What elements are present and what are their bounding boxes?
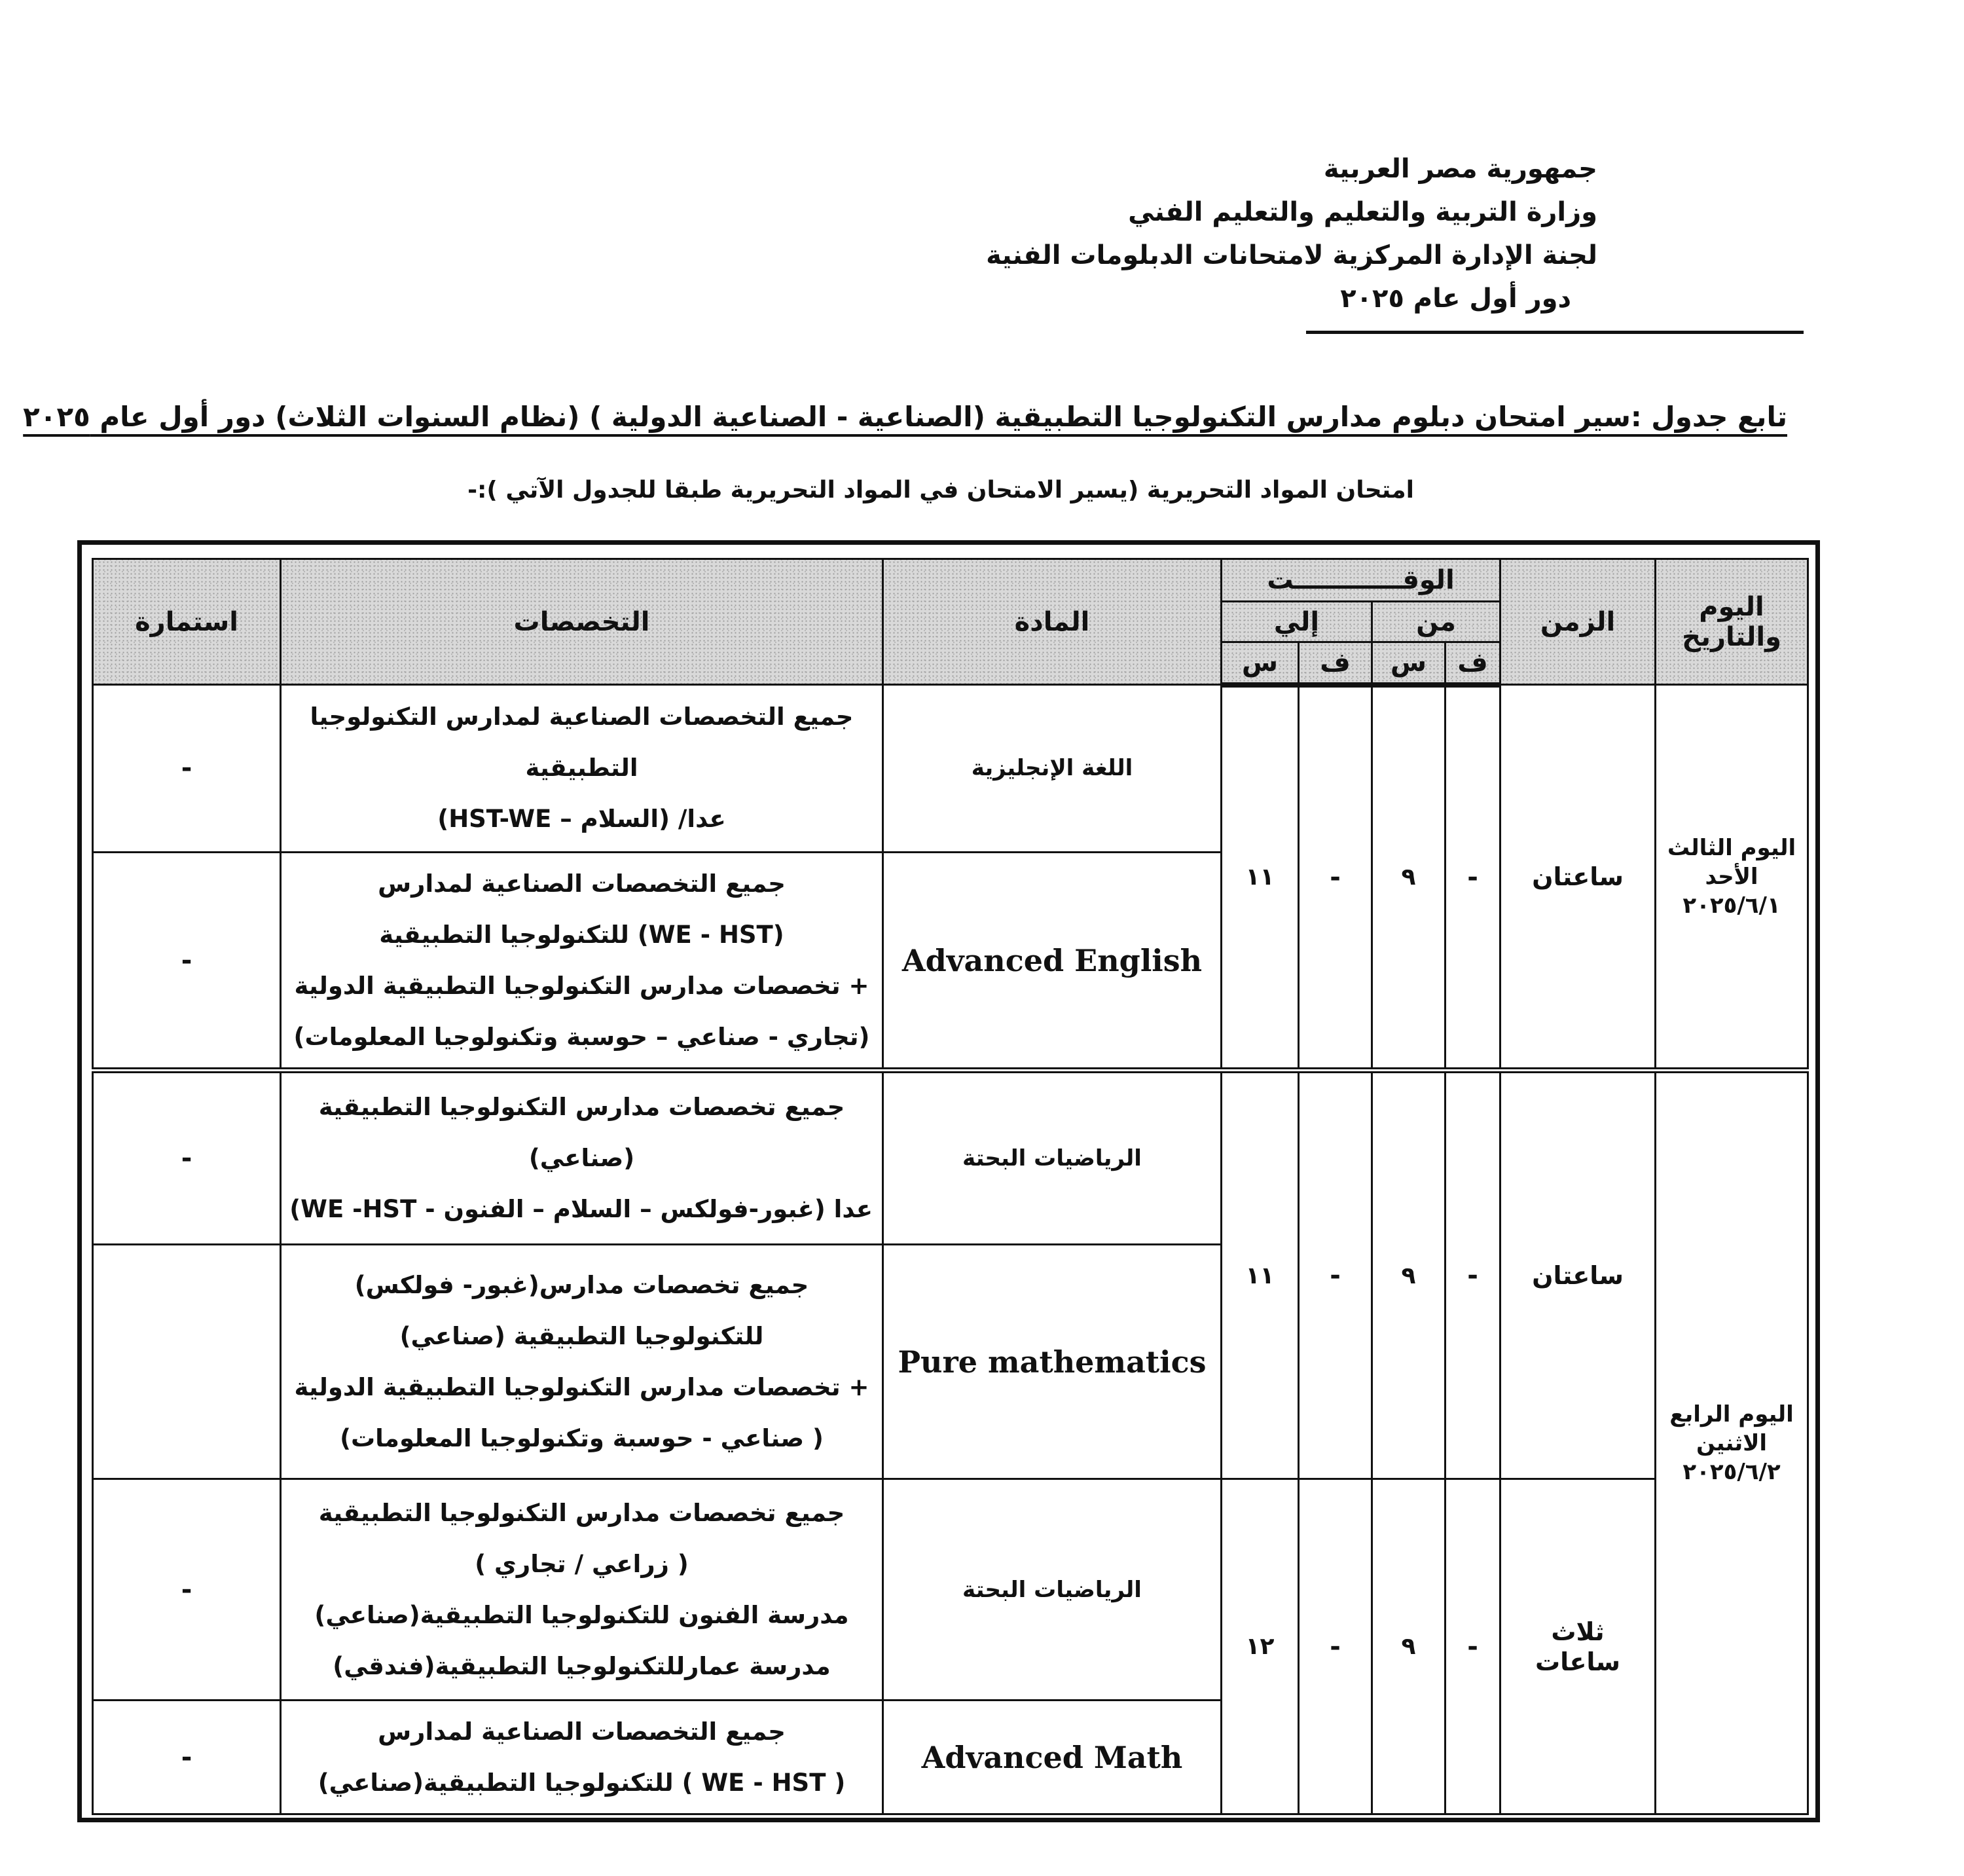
specializations-cell: جميع تخصصات مدارس التكنولوجيا التطبيقية ( زراعي / تجاري ) مدرسة الفنون للتكنولوجيا التطبيقية(صناعي) مدرسة عمارللتكنولوجيا التطبيقية(فندقي) [281, 1479, 883, 1701]
from-minute-cell: - [1446, 1479, 1500, 1814]
table-row [93, 1071, 1808, 1245]
day-cell: اليوم الرابع الاثنين ٢٠٢٥/٦/٢ [1656, 1071, 1808, 1814]
col-day: اليوم والتاريخ [1656, 559, 1808, 685]
col-to-hour: س [1222, 642, 1299, 685]
from-hour-cell: ٩ [1372, 685, 1446, 1071]
subject-cell: Advanced English [883, 852, 1222, 1071]
to-hour-cell: ١٢ [1222, 1479, 1299, 1814]
specializations-cell: جميع التخصصات الصناعية لمدارس (WE - HST) للتكنولوجيا التطبيقية + تخصصات مدارس التكنولوجيا التطبيقية الدولية (تجاري - صناعي – حوسبة وتكنولوجيا المعلومات) [281, 852, 883, 1071]
table-row [93, 1479, 1808, 1701]
to-minute-cell: - [1299, 685, 1372, 1071]
col-duration: الزمن [1500, 559, 1656, 685]
from-hour-cell: ٩ [1372, 1071, 1446, 1479]
form-cell: - [93, 685, 281, 853]
duration-cell: ثلاث ساعات [1500, 1479, 1656, 1814]
header-ministry: وزارة التربية والتعليم والتعليم الفني [1128, 197, 1597, 227]
form-cell: - [93, 1701, 281, 1814]
subject-cell: Advanced Math [883, 1701, 1222, 1814]
subject-cell: الرياضيات البحتة [883, 1071, 1222, 1245]
specializations-cell: جميع تخصصات مدارس التكنولوجيا التطبيقية (صناعي) عدا (غبور-فولكس – السلام – الفنون - WE -HST) [281, 1071, 883, 1245]
to-hour-cell: ١١ [1222, 685, 1299, 1071]
col-from-hour: س [1372, 642, 1446, 685]
form-cell: - [93, 1071, 281, 1245]
specializations-cell: جميع تخصصات مدارس(غبور- فولكس) للتكنولوجيا التطبيقية (صناعي) + تخصصات مدارس التكنولوجيا التطبيقية الدولية ( صناعي - حوسبة وتكنولوجيا المعلومات) [281, 1245, 883, 1479]
specializations-cell: جميع التخصصات الصناعية لمدارس التكنولوجيا التطبيقية عدا/ (السلام – HST-WE) [281, 685, 883, 853]
exam-schedule-table [92, 558, 1809, 1815]
header-session: دور أول عام ٢٠٢٥ [1340, 284, 1571, 314]
col-specializations: التخصصات [281, 559, 883, 685]
page-title: تابع جدول :سير امتحان دبلوم مدارس التكنولوجيا التطبيقية (الصناعية - الصناعية الدولية ) (نظام السنوات الثلاث) دور أول عام ٢٠٢٥ [23, 401, 1787, 433]
col-form: استمارة [93, 559, 281, 685]
col-from-minute: ف [1446, 642, 1500, 685]
subject-cell: اللغة الإنجليزية [883, 685, 1222, 853]
document-header [986, 147, 1597, 320]
day-cell: اليوم الثالث الأحد ٢٠٢٥/٦/١ [1656, 685, 1808, 1071]
col-time: الوقــــــــــــت [1222, 559, 1500, 602]
form-cell: - [93, 852, 281, 1071]
subject-cell: Pure mathematics [883, 1245, 1222, 1479]
col-time-to: إلي [1222, 602, 1372, 642]
col-subject: المادة [883, 559, 1222, 685]
from-hour-cell: ٩ [1372, 1479, 1446, 1814]
col-to-minute: ف [1299, 642, 1372, 685]
header-divider [1306, 331, 1804, 334]
table-row [93, 685, 1808, 853]
page-subtitle: امتحان المواد التحريرية (يسير الامتحان في المواد التحريرية طبقا للجدول الآتي ):- [467, 477, 1414, 504]
form-cell [93, 1245, 281, 1479]
header-committee: لجنة الإدارة المركزية لامتحانات الدبلومات الفنية [986, 240, 1597, 270]
to-hour-cell: ١١ [1222, 1071, 1299, 1479]
duration-cell: ساعتان [1500, 1071, 1656, 1479]
from-minute-cell: - [1446, 1071, 1500, 1479]
form-cell: - [93, 1479, 281, 1701]
col-time-from: من [1372, 602, 1500, 642]
subject-cell: الرياضيات البحتة [883, 1479, 1222, 1701]
header-country: جمهورية مصر العربية [1323, 154, 1597, 184]
to-minute-cell: - [1299, 1479, 1372, 1814]
duration-cell: ساعتان [1500, 685, 1656, 1071]
specializations-cell: جميع التخصصات الصناعية لمدارس ( WE - HST ) للتكنولوجيا التطبيقية(صناعي) [281, 1701, 883, 1814]
from-minute-cell: - [1446, 685, 1500, 1071]
to-minute-cell: - [1299, 1071, 1372, 1479]
